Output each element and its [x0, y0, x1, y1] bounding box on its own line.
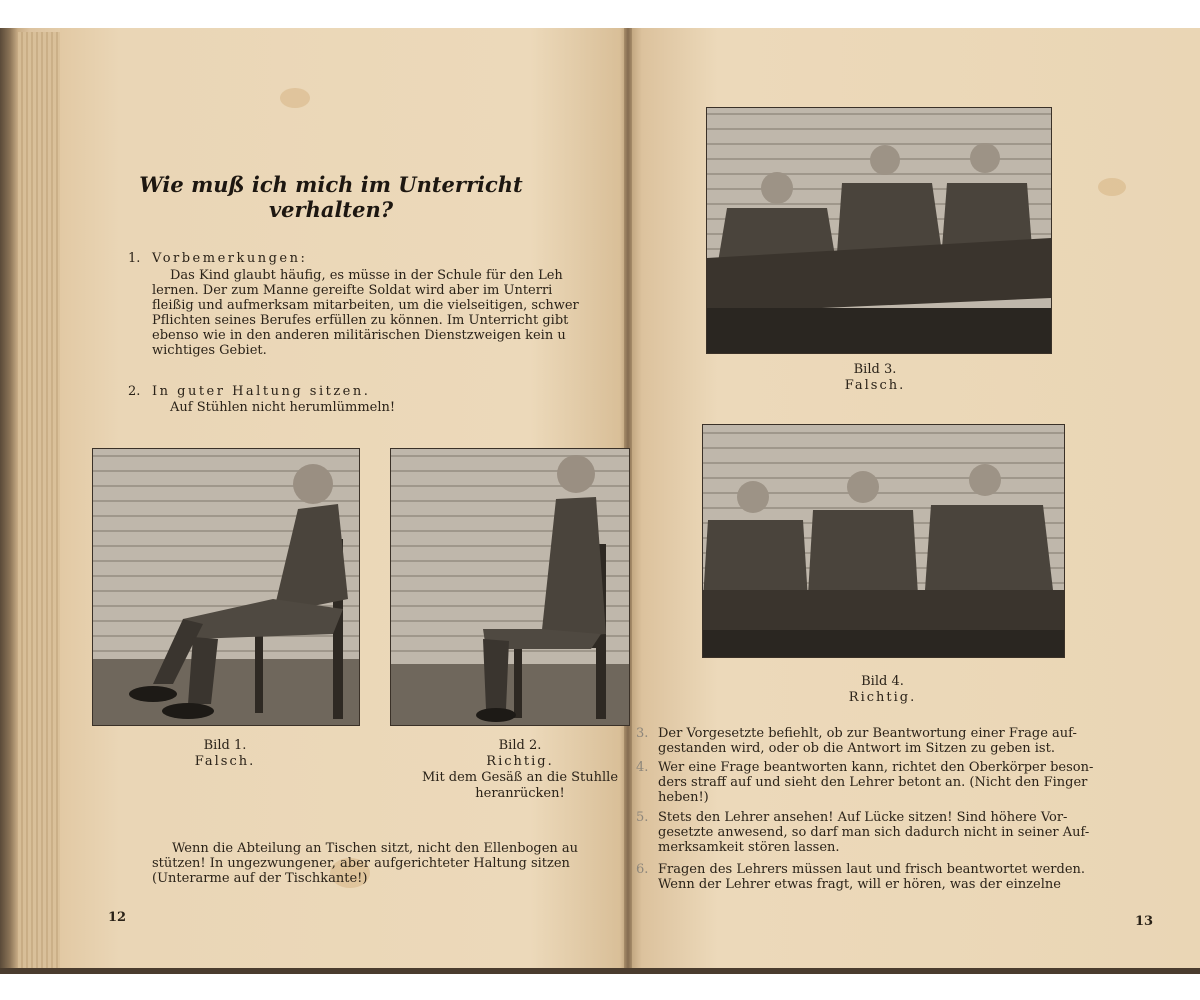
- text-line: Stets den Lehrer ansehen! Auf Lücke sitzen! Sind höhere Vor-: [658, 810, 1068, 825]
- text-line: Wenn die Abteilung an Tischen sitzt, nicht den Ellenbogen au: [172, 841, 579, 856]
- caption-note: heranrücken!: [475, 786, 565, 801]
- text-line: Das Kind glaubt häufig, es müsse in der Schule für den Leh: [170, 268, 563, 283]
- caption-verdict: Falsch.: [194, 754, 256, 769]
- caption-label: Bild 3.: [853, 362, 897, 377]
- text-line: Wer eine Frage beantworten kann, richtet den Oberkörper beson-: [658, 760, 1094, 775]
- photo-bild-1: [92, 448, 360, 726]
- item-number: 1.: [128, 251, 141, 266]
- text-line: heben!): [658, 790, 709, 805]
- text-line: (Unterarme auf der Tischkante!): [152, 871, 368, 886]
- seated-soldier-slouching-figure: [93, 449, 359, 725]
- three-soldiers-slouching-at-table: [707, 108, 1051, 353]
- caption-note: Mit dem Gesäß an die Stuhlle: [421, 770, 619, 785]
- caption-verdict: Richtig.: [486, 754, 554, 769]
- item-number: 3.: [636, 726, 649, 741]
- caption-bild-1: [150, 738, 300, 770]
- photo-bild-4: [702, 424, 1065, 658]
- caption-label: Bild 2.: [498, 738, 542, 753]
- item-number: 4.: [636, 760, 649, 775]
- text-line: merksamkeit stören lassen.: [658, 840, 840, 855]
- caption-verdict: Falsch.: [844, 378, 906, 393]
- text-line: lernen. Der zum Manne gereifte Soldat wird aber im Unterri: [152, 283, 553, 298]
- caption-bild-4: [800, 674, 965, 706]
- text-line: Der Vorgesetzte befiehlt, ob zur Beantwortung einer Frage auf-: [658, 726, 1077, 741]
- photo-bild-2: [390, 448, 630, 726]
- seated-soldier-upright-figure: [391, 449, 629, 725]
- caption-label: Bild 1.: [203, 738, 247, 753]
- text-line: Fragen des Lehrers müssen laut und frisch beantwortet werden.: [658, 862, 1086, 877]
- photo-bild-3: [706, 107, 1052, 354]
- caption-label: Bild 4.: [861, 674, 904, 689]
- item-number: 6.: [636, 862, 649, 877]
- page-number: 13: [1135, 914, 1154, 929]
- page-number: 12: [108, 910, 127, 925]
- paper-stain: [280, 88, 310, 108]
- text-line: Auf Stühlen nicht herumlümmeln!: [170, 400, 396, 415]
- book-bottom-edge: [0, 968, 1200, 974]
- text-line: gestanden wird, oder ob die Antwort im Sitzen zu geben ist.: [658, 741, 1055, 756]
- three-soldiers-upright-at-table: [703, 425, 1064, 657]
- item-title: In guter Haltung sitzen.: [152, 384, 371, 399]
- text-line: Pflichten seines Berufes erfüllen zu können. Im Unterricht gibt: [152, 313, 569, 328]
- text-line: stützen! In ungezwungener, aber aufgerichteter Haltung sitzen: [152, 856, 570, 871]
- paper-stain: [1098, 178, 1126, 196]
- page-edges: [18, 32, 66, 970]
- page-heading: Wie muß ich mich im Unterricht verhalten?: [139, 172, 523, 222]
- text-line: wichtiges Gebiet.: [152, 343, 267, 358]
- caption-verdict: Richtig.: [848, 690, 917, 705]
- text-line: Wenn der Lehrer etwas fragt, will er hören, was der einzelne: [658, 877, 1061, 892]
- caption-bild-2: [410, 738, 630, 802]
- item-title: Vorbemerkungen:: [152, 251, 308, 266]
- text-line: fleißig und aufmerksam mitarbeiten, um die vielseitigen, schwer: [152, 298, 579, 313]
- caption-bild-3: [800, 362, 950, 394]
- item-number: 5.: [636, 810, 649, 825]
- item-number: 2.: [128, 384, 141, 399]
- text-line: ders straff auf und sieht den Lehrer betont an. (Nicht den Finger: [658, 775, 1088, 790]
- text-line: ebenso wie in den anderen militärischen Dienstzweigen kein u: [152, 328, 566, 343]
- text-line: gesetzte anwesend, so darf man sich dadurch nicht in seiner Auf-: [658, 825, 1090, 840]
